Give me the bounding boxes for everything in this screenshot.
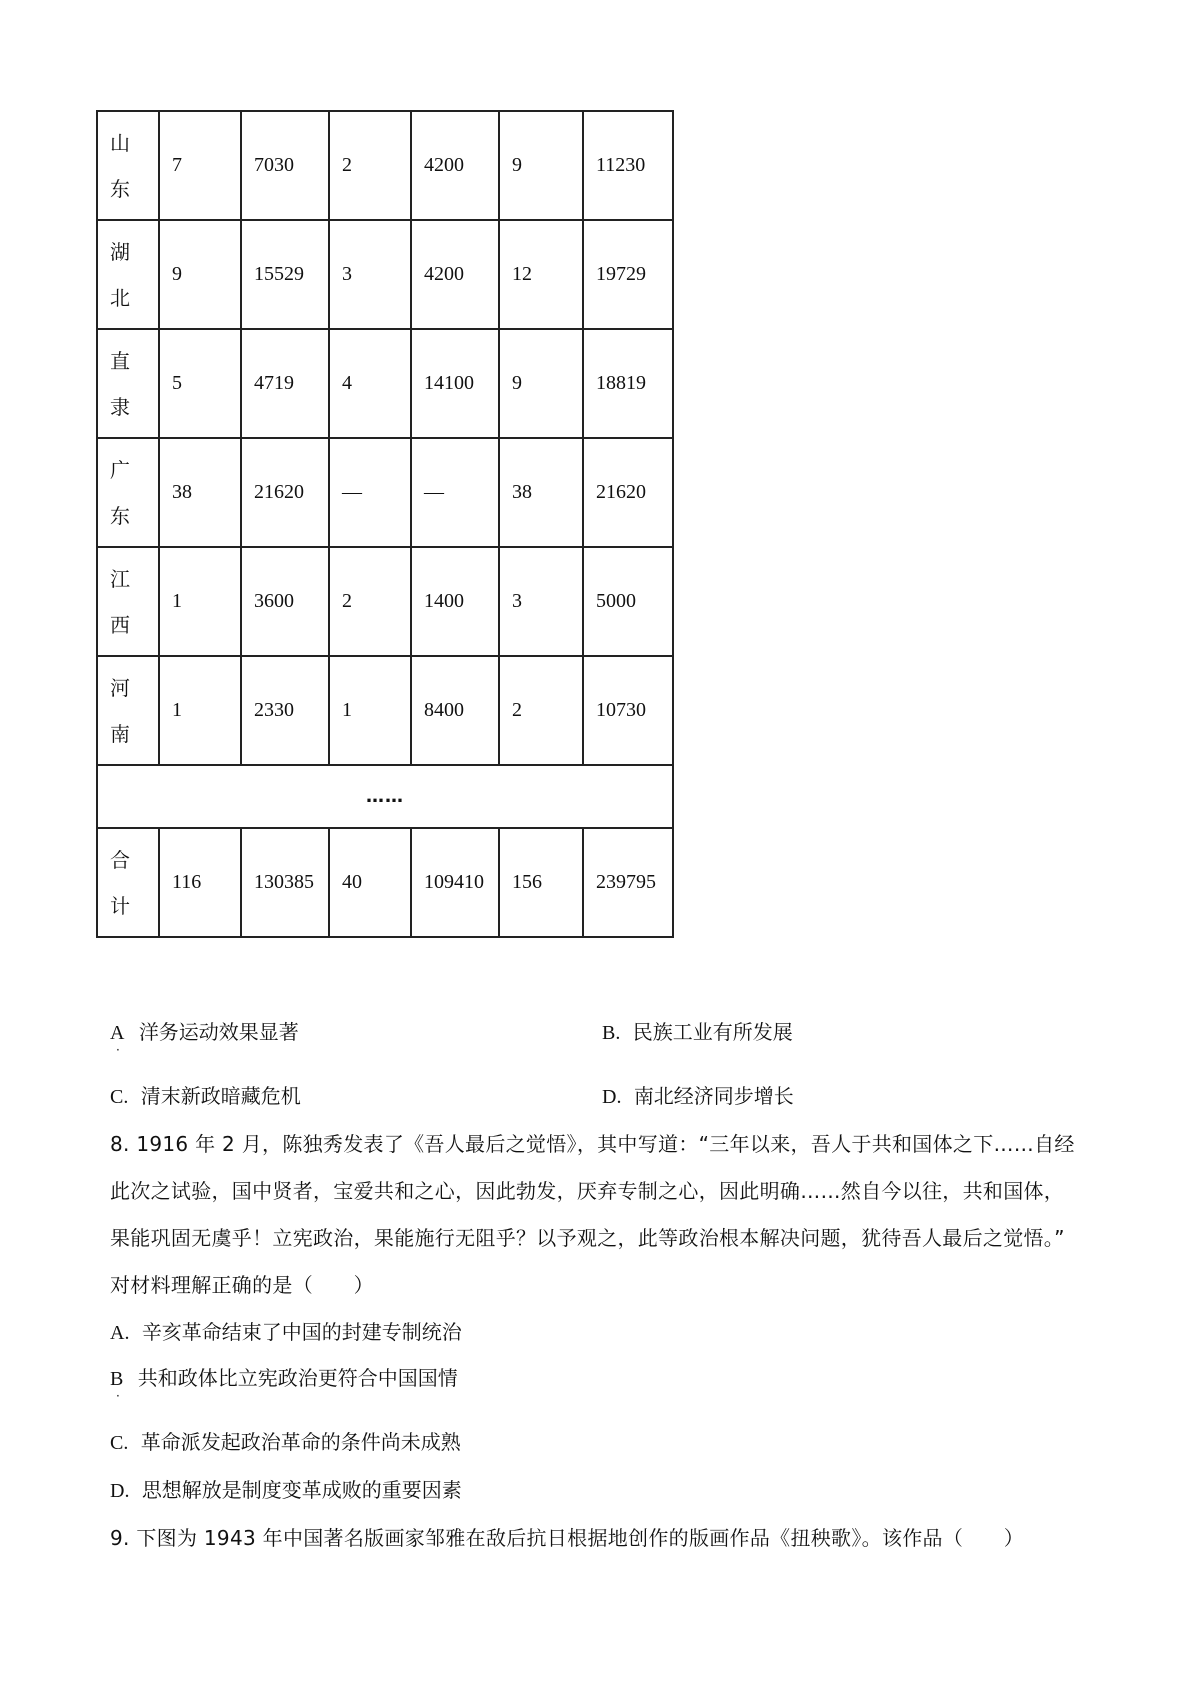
table-cell: 3600 <box>241 547 329 656</box>
table-cell: 40 <box>329 828 411 937</box>
q9-stem-line: 9. 下图为 1943 年中国著名版画家邹雅在敌后抗日根据地创作的版画作品《扭秧歌》。该作品（ ） <box>110 1526 1025 1550</box>
province-cell: 直 隶 <box>97 329 159 438</box>
ellipsis-cell: …… <box>97 765 673 828</box>
table-cell: 5000 <box>583 547 673 656</box>
table-cell: 8400 <box>411 656 499 765</box>
province-cell: 山 东 <box>97 111 159 220</box>
table-cell: 2 <box>329 547 411 656</box>
option-text: 清末新政暗藏危机 <box>140 1084 301 1108</box>
table-cell: 3 <box>499 547 583 656</box>
table-cell: — <box>411 438 499 547</box>
table-row <box>97 438 673 547</box>
province-cell: 河 南 <box>97 656 159 765</box>
table-cell: 38 <box>159 438 241 547</box>
table-row <box>97 329 673 438</box>
q8-option-a[interactable]: A. 辛亥革命结束了中国的封建专制统治 <box>110 1320 462 1344</box>
option-text: 革命派发起政治革命的条件尚未成熟 <box>140 1430 461 1454</box>
table-cell: 156 <box>499 828 583 937</box>
table-ellipsis-row <box>97 765 673 828</box>
table-cell: 4 <box>329 329 411 438</box>
q8-question-line: 对材料理解正确的是（ ） <box>110 1273 374 1297</box>
table-cell: 109410 <box>411 828 499 937</box>
table-cell: 9 <box>159 220 241 329</box>
table-cell: 10730 <box>583 656 673 765</box>
table-total-row <box>97 828 673 937</box>
data-table <box>96 110 674 938</box>
q8-stem-line: 果能巩固无虞乎！立宪政治，果能施行无阻乎？以予观之，此等政治根本解决问题，犹待吾人最后之觉悟。” <box>110 1226 1065 1250</box>
q7-option-b[interactable]: B. 民族工业有所发展 <box>602 1020 793 1044</box>
table-cell: 11230 <box>583 111 673 220</box>
option-text: 思想解放是制度变革成败的重要因素 <box>141 1478 462 1502</box>
option-text: 南北经济同步增长 <box>633 1084 794 1108</box>
table-cell: 116 <box>159 828 241 937</box>
table-cell: 1 <box>329 656 411 765</box>
table-row <box>97 656 673 765</box>
table-cell: 1 <box>159 547 241 656</box>
table-cell: 9 <box>499 111 583 220</box>
table-row <box>97 111 673 220</box>
table-cell: 1400 <box>411 547 499 656</box>
table-cell: 7 <box>159 111 241 220</box>
table-cell: 18819 <box>583 329 673 438</box>
table-cell: 7030 <box>241 111 329 220</box>
province-cell: 湖 北 <box>97 220 159 329</box>
table-cell: 9 <box>499 329 583 438</box>
q8-option-c[interactable]: C. 革命派发起政治革命的条件尚未成熟 <box>110 1430 461 1454</box>
table-cell: 38 <box>499 438 583 547</box>
q7-option-d[interactable]: D. 南北经济同步增长 <box>602 1084 794 1108</box>
province-cell: 广 东 <box>97 438 159 547</box>
table-cell: 21620 <box>583 438 673 547</box>
emphasis-dot: · <box>116 1389 120 1403</box>
table-cell: 4200 <box>411 220 499 329</box>
q8-stem-line: 8. 1916 年 2 月，陈独秀发表了《吾人最后之觉悟》，其中写道：“三年以来，吾人于共和国体之下……自经 <box>110 1132 1075 1156</box>
q7-option-a[interactable]: A · 洋务运动效果显著 <box>110 1020 299 1057</box>
table-cell: 130385 <box>241 828 329 937</box>
table-cell: 15529 <box>241 220 329 329</box>
table-cell: 14100 <box>411 329 499 438</box>
table-cell: 2 <box>329 111 411 220</box>
table-cell: — <box>329 438 411 547</box>
q8-option-b[interactable]: B · 共和政体比立宪政治更符合中国国情 <box>110 1366 458 1403</box>
table-row <box>97 547 673 656</box>
table-row <box>97 220 673 329</box>
table-cell: 19729 <box>583 220 673 329</box>
table-cell: 4200 <box>411 111 499 220</box>
table-cell: 3 <box>329 220 411 329</box>
table-cell: 2 <box>499 656 583 765</box>
q8-stem-line: 此次之试验，国中贤者，宝爱共和之心，因此勃发，厌弃专制之心，因此明确……然自今以往，共和国体， <box>110 1179 1065 1203</box>
q7-option-c[interactable]: C. 清末新政暗藏危机 <box>110 1084 301 1108</box>
table-cell: 1 <box>159 656 241 765</box>
total-label-cell: 合 计 <box>97 828 159 937</box>
table-cell: 4719 <box>241 329 329 438</box>
table-cell: 2330 <box>241 656 329 765</box>
q8-option-d[interactable]: D. 思想解放是制度变革成败的重要因素 <box>110 1478 462 1502</box>
option-text: 辛亥革命结束了中国的封建专制统治 <box>141 1320 462 1344</box>
option-text: 民族工业有所发展 <box>632 1020 793 1044</box>
table-cell: 239795 <box>583 828 673 937</box>
table-cell: 21620 <box>241 438 329 547</box>
emphasis-dot: · <box>116 1043 120 1057</box>
table-cell: 12 <box>499 220 583 329</box>
option-text: 洋务运动效果显著 <box>138 1020 299 1044</box>
province-cell: 江 西 <box>97 547 159 656</box>
option-text: 共和政体比立宪政治更符合中国国情 <box>137 1366 458 1390</box>
table-cell: 5 <box>159 329 241 438</box>
